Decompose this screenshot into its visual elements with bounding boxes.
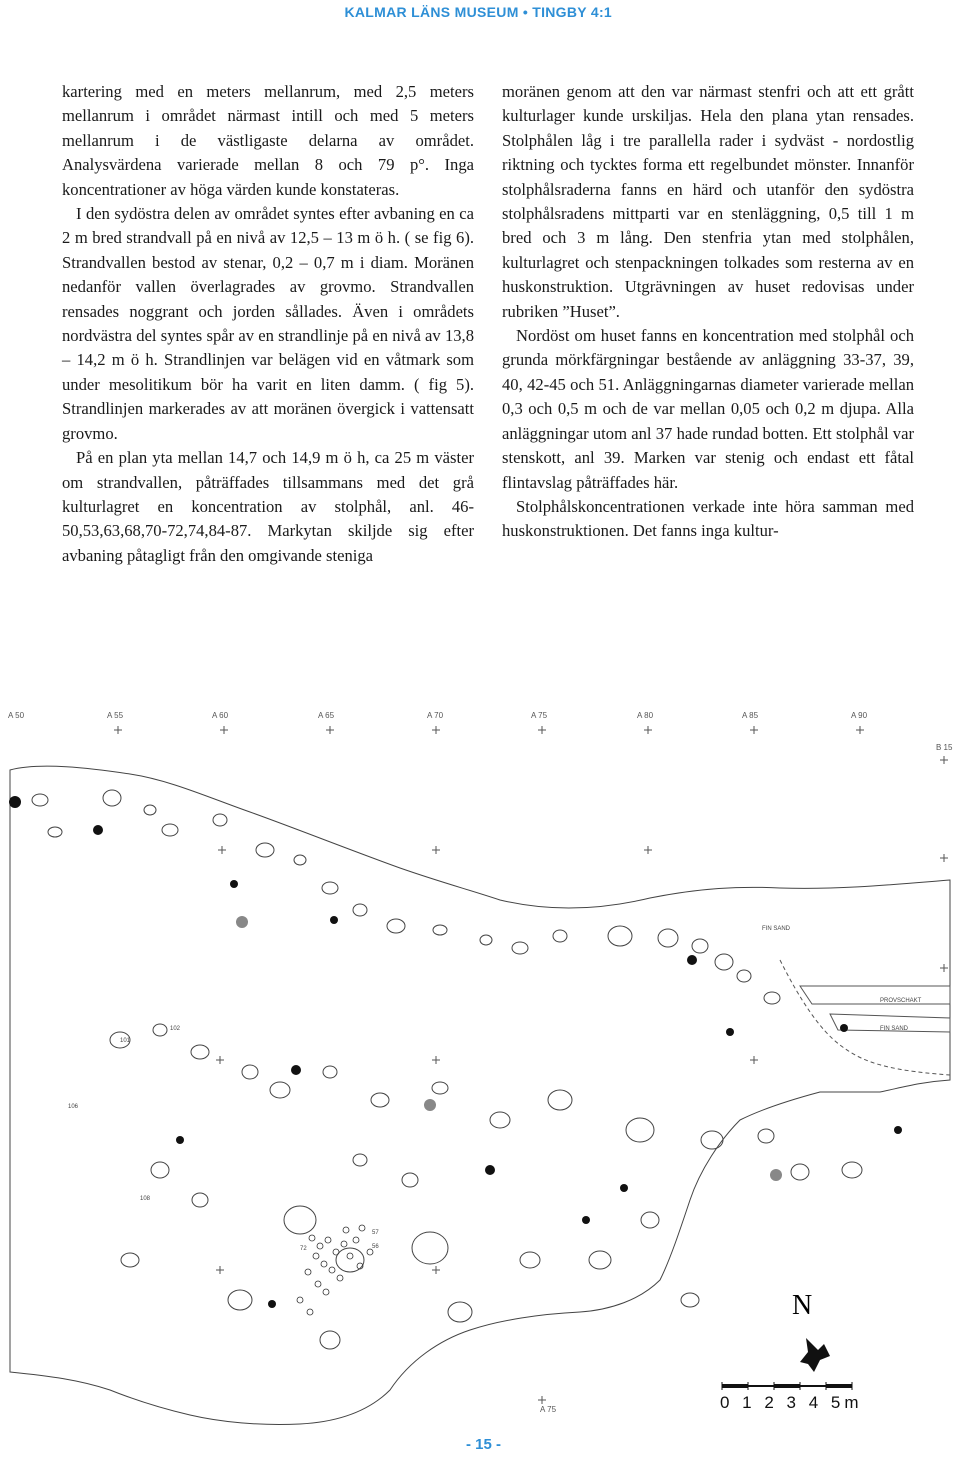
- paragraph: Stolphålskoncentrationen verkade inte höra samman med huskonstruktionen. Det fanns inga kultur-: [502, 496, 914, 541]
- grid-label: A 65: [318, 711, 335, 720]
- map-label: FIN SAND: [762, 926, 791, 932]
- paragraph: moränen genom att den var närmast stenfri och att ett grått kulturlager kunde urskiljas. Hela den plana ytan rensades. Stolphålen låg i tre parallella rader i sydväst - nordostlig riktning och tycktes forma ett regelbundet mönster. Innanför stolphålsraderna fanns en härd och utanför den sydöstra stolphålsradens mittparti var en stenläggning, 0,5 till 1 m bred och 3 m lång. Den stenfria ytan med stolphålen, kulturlagret och stenpackningen tolkades som resterna av en huskonstruktion. Utgrävningen av huset redovisas under rubriken ”Huset”.: [502, 82, 914, 321]
- paragraph: I den sydöstra delen av området syntes efter avbaning en ca 2 m bred strandvall på en nivå av 12,5 – 13 m ö h. ( se fig 6). Strandvallen bestod av stenar, 0,2 – 0,7 m i diam. Moränen nedanför vallen överlagrades av grovmo. Strandvallen rensades noggrant och jorden sållades. Även i områdets nordvästra del syntes spår av en strandlinje på en nivå av 13,8 – 14,2 m ö h. Strandlinjen var belägen vid en våtmark som under mesolitikum bör ha varit en liten damm. ( fig 5). Strandlinjen markerades av att moränen övergick i vattensatt grovmo.: [62, 204, 474, 443]
- feature-number: 106: [68, 1104, 79, 1110]
- stone-features: [32, 790, 862, 1349]
- feature-number: 72: [300, 1246, 307, 1252]
- feature-number: 57: [372, 1230, 379, 1236]
- posthole-features: [9, 796, 902, 1308]
- house-stone-concentration: [297, 1225, 373, 1315]
- grid-label: A 90: [851, 711, 868, 720]
- paragraph: På en plan yta mellan 14,7 och 14,9 m ö h, ca 25 m väster om strandvallen, påträffades tillsammans med det grå kulturlagret en koncentration av stolphål, anl. 46-50,53,63,68,70-72,74,84-87. Markytan skiljde sig efter avbaning påtagligt från den omgivande steniga: [62, 448, 474, 565]
- excavation-boundary: [10, 766, 950, 1424]
- grid-label: A 70: [427, 711, 444, 720]
- scale-label: 0 1 2 3 4 5m: [720, 1393, 863, 1412]
- grid-label: A 75: [540, 1405, 557, 1414]
- hearth-features: [236, 916, 782, 1181]
- left-text-column: [62, 80, 474, 568]
- paragraph: Nordöst om huset fanns en koncentration med stolphål och grunda mörkfärgningar bestående av anläggning 33-37, 39, 40, 42-45 och 51. Anläggningarnas diameter varierade mellan 0,3 och 0,5 m och de var mellan 0,05 och 0,2 m djupa. Alla anläggningar utom anl 37 hade rundad botten. Ett stolphål var stenskott, anl 39. Marken var stenig och endast ett fåtal flintavslag påträffades här.: [502, 326, 914, 492]
- north-label: N: [792, 1290, 813, 1321]
- feature-number: 101: [120, 1038, 131, 1044]
- grid-label: A 85: [742, 711, 759, 720]
- page-number: - 15 -: [466, 1436, 502, 1453]
- excavation-plan-svg: [0, 700, 960, 1430]
- paragraph: kartering med en meters mellanrum, med 2,5 meters mellanrum i området närmast intill och med 5 meters mellanrum i de västligaste delarna av området. Analysvärdena varierade mellan 8 och 79 p°. Inga koncentrationer av höga värden kunde konstateras.: [62, 82, 474, 199]
- feature-number: 56: [372, 1244, 379, 1250]
- feature-number: 102: [170, 1026, 181, 1032]
- map-label: FIN SAND: [880, 1026, 909, 1032]
- scale-bar: [722, 1382, 852, 1390]
- grid-label: A 80: [637, 711, 654, 720]
- right-text-column: [502, 80, 914, 544]
- feature-number: 108: [140, 1196, 151, 1202]
- grid-label: A 60: [212, 711, 229, 720]
- grid-label: B 15: [936, 743, 953, 752]
- north-arrow-icon: [800, 1338, 830, 1372]
- grid-crosses: [114, 726, 948, 1404]
- trench-outline: [800, 986, 950, 1004]
- grid-label: A 75: [531, 711, 548, 720]
- grid-label: A 50: [8, 711, 25, 720]
- map-label: PROVSCHAKT: [880, 998, 922, 1004]
- running-head: KALMAR LÄNS MUSEUM • TINGBY 4:1: [344, 4, 612, 20]
- excavation-plan-map: [0, 700, 960, 1430]
- grid-label: A 55: [107, 711, 124, 720]
